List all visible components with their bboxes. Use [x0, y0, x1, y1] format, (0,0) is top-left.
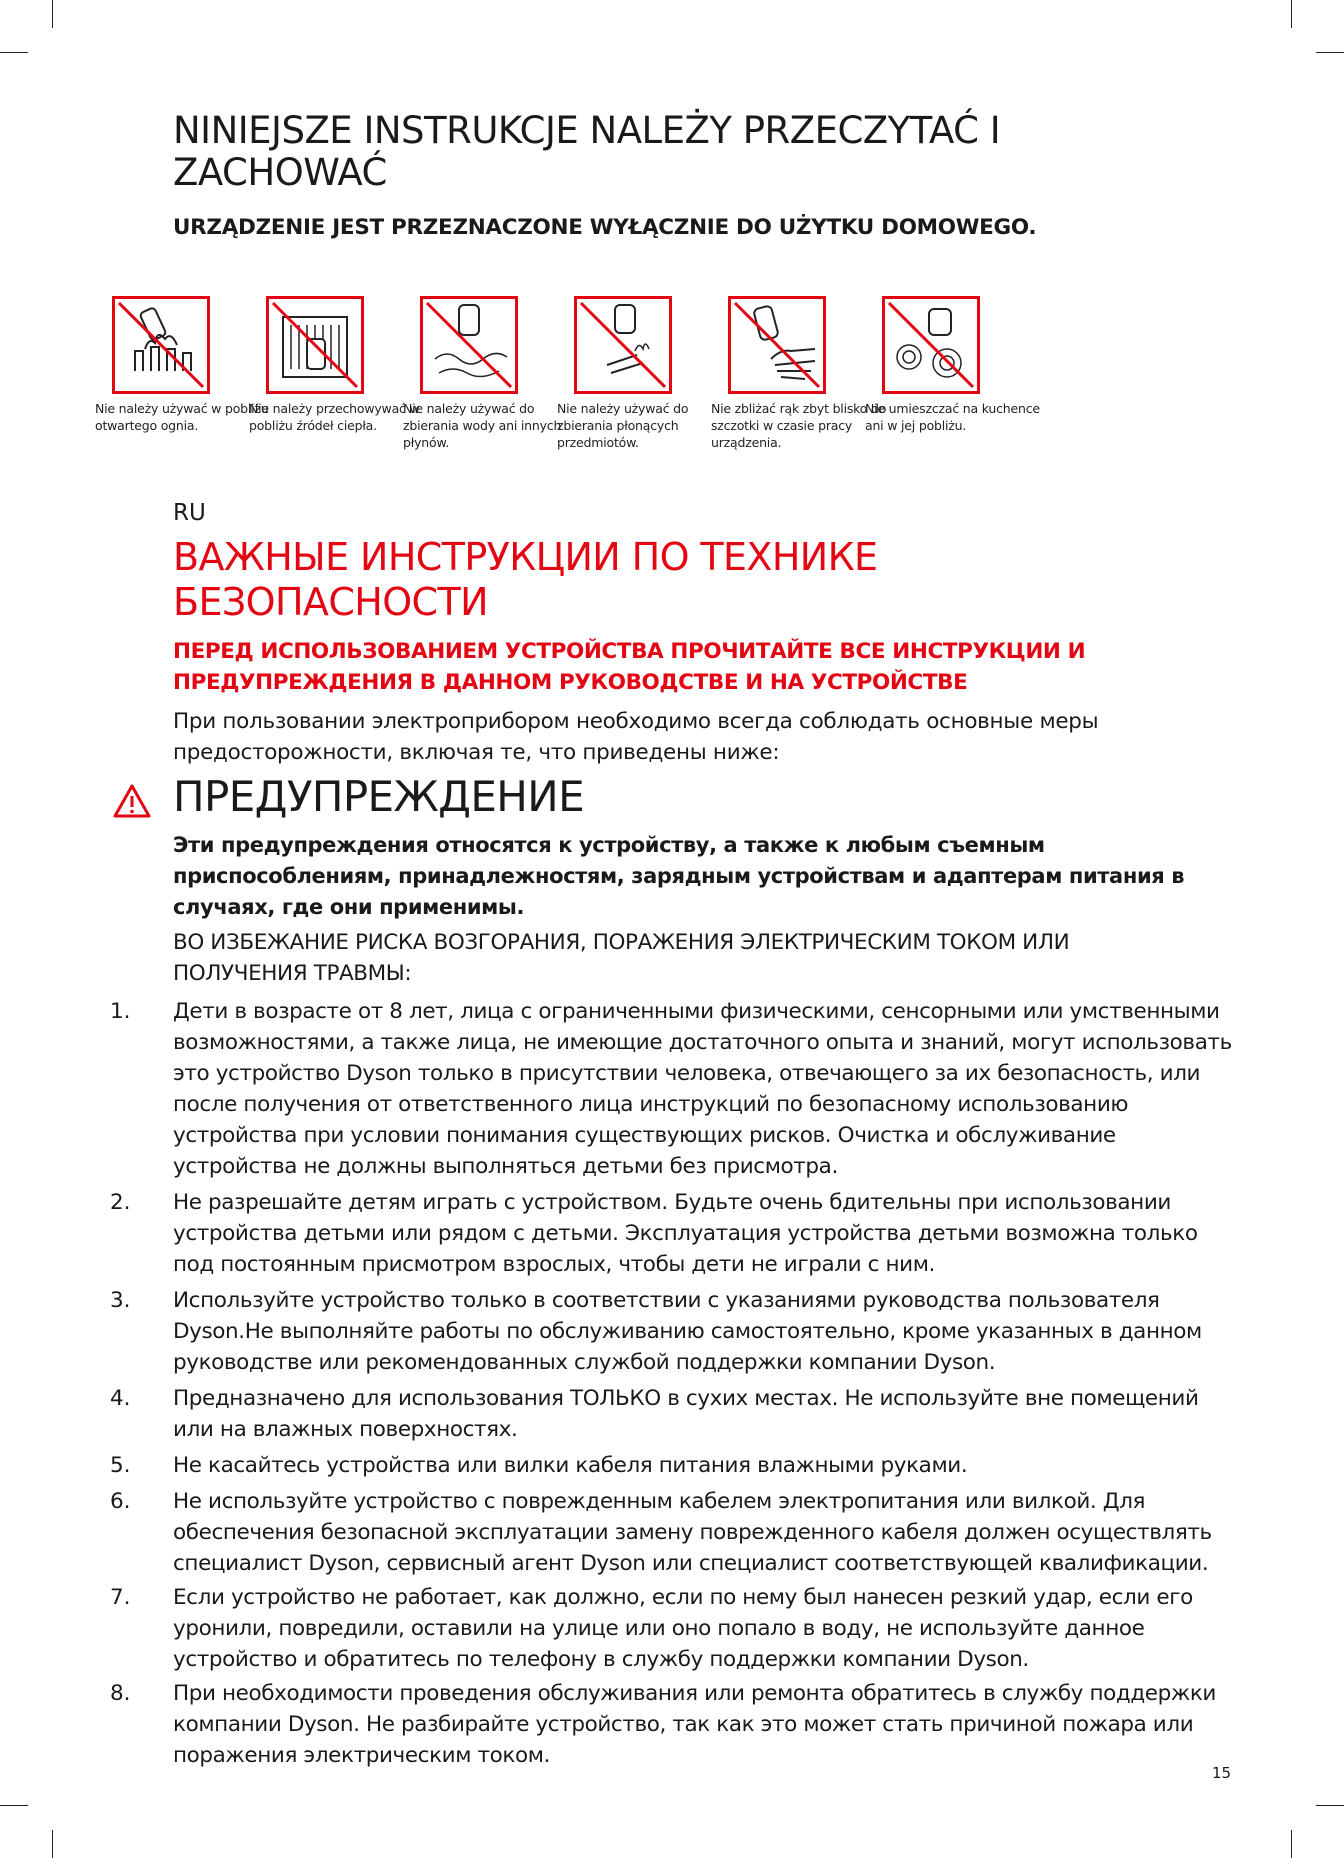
item-number: 6. [110, 1489, 131, 1514]
intro-text: При пользовании электроприбором необходимо всегда соблюдать основные меры предосторожности, включая те, что приведены ниже: [173, 709, 1099, 765]
crop-mark [1291, 0, 1292, 28]
no-liquids-icon [420, 296, 518, 394]
ru-subtitle: ПЕРЕД ИСПОЛЬЗОВАНИЕМ УСТРОЙСТВА ПРОЧИТАЙТЕ ВСЕ ИНСТРУКЦИИ И ПРЕДУПРЕЖДЕНИЯ В ДАННОМ РУКОВОДСТВЕ И НА УСТРОЙСТВЕ [173, 639, 1086, 695]
pictogram-caption: Nie należy używać do zbierania płonących przedmiotów. [557, 401, 689, 450]
no-fire-icon [112, 296, 210, 394]
crop-mark [0, 52, 28, 53]
pictogram-caption: Nie należy używać w pobliżu otwartego ognia. [95, 401, 269, 433]
pl-subtitle: URZĄDZENIE JEST PRZEZNACZONE WYŁĄCZNIE DO UŻYTKU DOMOWEGO. [173, 215, 1037, 240]
warning-heading: ПРЕДУПРЕЖДЕНИЕ [173, 772, 585, 821]
language-code: RU [173, 500, 206, 526]
ru-title: ВАЖНЫЕ ИНСТРУКЦИИ ПО ТЕХНИКЕ БЕЗОПАСНОСТИ [173, 535, 878, 624]
item-text: Дети в возрасте от 8 лет, лица с ограниченными физическими, сенсорными или умственными возможностями, а также лица, не имеющие достаточного опыта и знаний, могут использовать это устройство Dyson только в присутствии человека, отвечающего за их безопасность, или после получения от ответственного лица инструкций по безопасному использованию устройства при условии понимания существующих рисков. Очистка и обслуживание устройства не должны выполняться детьми без присмотра. [173, 999, 1232, 1179]
item-text: При необходимости проведения обслуживания или ремонта обратитесь в службу поддержки компании Dyson. Не разбирайте устройство, так как это может стать причиной пожара или поражения электрическим током. [173, 1681, 1216, 1768]
item-text: Не касайтесь устройства или вилки кабеля питания влажными руками. [173, 1453, 968, 1478]
crop-mark [52, 1830, 53, 1858]
pictogram-caption: Nie należy przechowywać w pobliżu źródeł ciepła. [249, 401, 420, 433]
item-text: Не разрешайте детям играть с устройством. Будьте очень бдительны при использовании устройства детьми или рядом с детьми. Эксплуатация устройства детьми возможна только под постоянным присмотром взрослых, чтобы дети не играли с ним. [173, 1190, 1198, 1277]
warning-pictograms [95, 296, 1205, 456]
no-hands-near-brush-icon [728, 296, 826, 394]
item-number: 2. [110, 1190, 131, 1215]
page-number: 15 [1212, 1764, 1232, 1782]
item-number: 5. [110, 1453, 131, 1478]
crop-mark [1316, 52, 1344, 53]
pictogram-caption: Nie zbliżać rąk zbyt blisko do szczotki w czasie pracy urządzenia. [711, 401, 887, 450]
item-number: 3. [110, 1288, 131, 1313]
item-text: Предназначено для использования ТОЛЬКО в сухих местах. Не используйте вне помещений или на влажных поверхностях. [173, 1386, 1199, 1442]
item-text: Не используйте устройство с поврежденным кабелем электропитания или вилкой. Для обеспечения безопасной эксплуатации замену поврежденного кабеля должен осуществлять специалист Dyson, сервисный агент Dyson или специалист соответствующей квалификации. [173, 1489, 1212, 1576]
crop-mark [1316, 1805, 1344, 1806]
warning-description: Эти предупреждения относятся к устройству, а также к любым съемным приспособлениям, принадлежностям, зарядным устройствам и адаптерам питания в случаях, где они применимы. [173, 833, 1185, 919]
item-number: 8. [110, 1681, 131, 1706]
item-text: Если устройство не работает, как должно, если по нему был нанесен резкий удар, если его уронили, повредили, оставили на улице или оно попало в воду, не используйте данное устройство и обратитесь по телефону в службу поддержки компании Dyson. [173, 1585, 1193, 1672]
crop-mark [0, 1805, 28, 1806]
pictogram-caption: Nie należy używać do zbierania wody ani innych płynów. [403, 401, 562, 450]
warning-triangle-icon [112, 783, 152, 819]
item-number: 4. [110, 1386, 131, 1411]
risk-heading: ВО ИЗБЕЖАНИЕ РИСКА ВОЗГОРАНИЯ, ПОРАЖЕНИЯ ЭЛЕКТРИЧЕСКИМ ТОКОМ ИЛИ ПОЛУЧЕНИЯ ТРАВМЫ: [173, 930, 1070, 986]
pl-title: NINIEJSZE INSTRUKCJE NALEŻY PRZECZYTAĆ I ZACHOWAĆ [173, 109, 1001, 194]
crop-mark [1291, 1830, 1292, 1858]
no-heat-source-icon [266, 296, 364, 394]
item-number: 7. [110, 1585, 131, 1610]
no-cooktop-icon [882, 296, 980, 394]
item-text: Используйте устройство только в соответствии с указаниями руководства пользователя Dyson.Не выполняйте работы по обслуживанию самостоятельно, кроме указанных в данном руководстве или рекомендованных службой поддержки компании Dyson. [173, 1288, 1202, 1375]
no-burning-objects-icon [574, 296, 672, 394]
item-number: 1. [110, 999, 131, 1024]
pictogram-caption: Nie umieszczać na kuchence ani w jej pobliżu. [865, 401, 1040, 433]
crop-mark [52, 0, 53, 28]
